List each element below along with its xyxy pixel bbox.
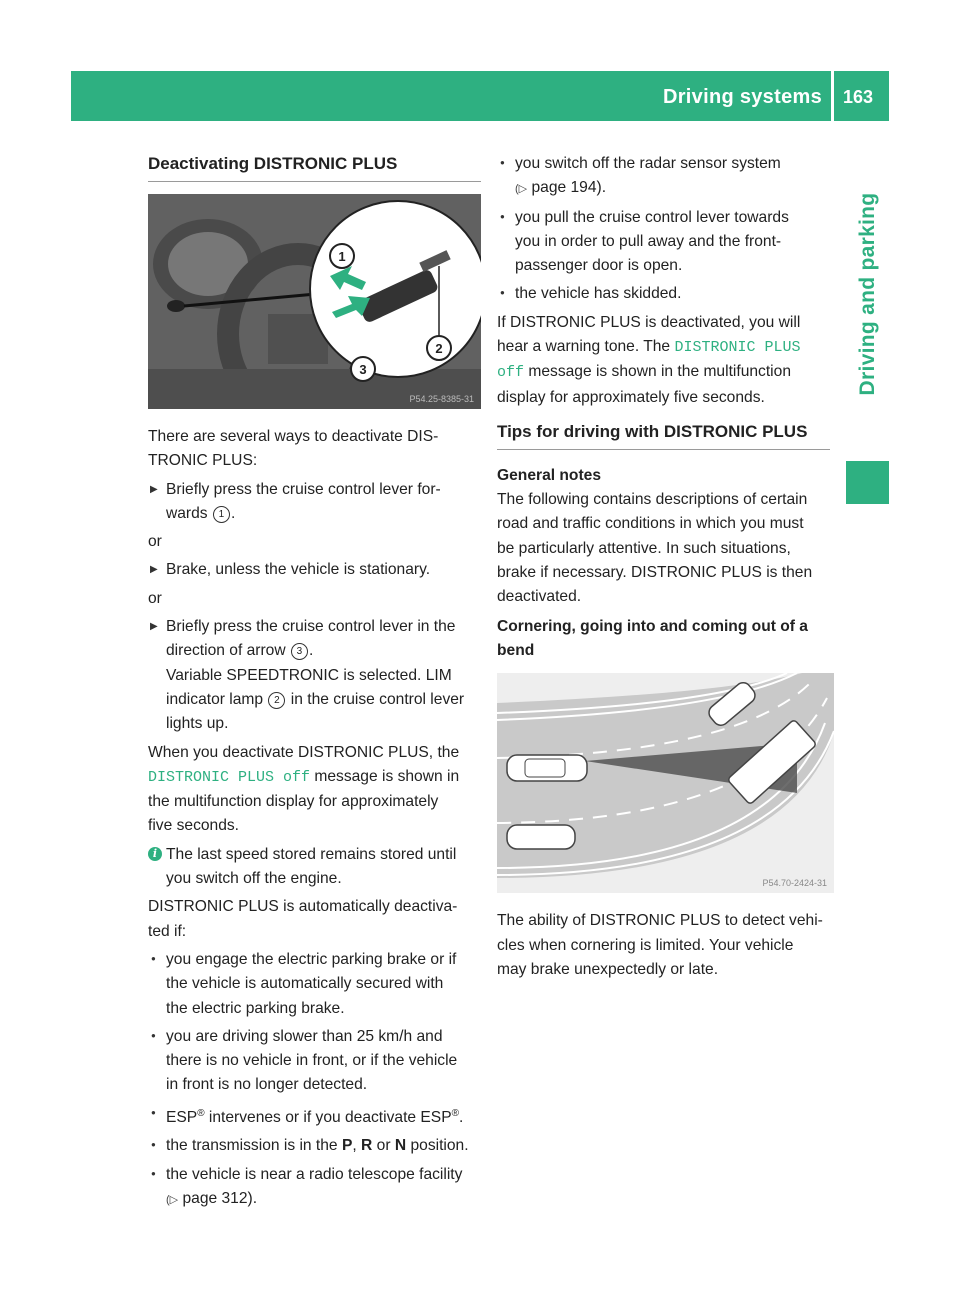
bullet-speed: ● you are driving slower than 25 km/h and there is no vehicle in front, or if the vehicle in front is no longer detected. [148, 1025, 481, 1098]
section-title: Driving systems [662, 86, 822, 108]
left-column [148, 152, 481, 1216]
warning-paragraph: If DISTRONIC PLUS is deactivated, you will hear a warning tone. The DISTRONIC PLUS off message is shown in the multifunction display for approximately five seconds. [497, 313, 801, 406]
deactivate-paragraph: When you deactivate DISTRONIC PLUS, the DISTRONIC PLUS off message is shown in the multifunction display for approximately five seconds. [148, 743, 460, 835]
bullet-parking-brake: ● you engage the electric parking brake or if the vehicle is automatically secured with the electric parking brake. [148, 948, 481, 1021]
figure-cruise-lever [148, 194, 481, 409]
heading-deactivating: Deactivating DISTRONIC PLUS [148, 152, 481, 182]
step-press-forwards: ▶ Briefly press the cruise control lever for- wards 1 . [148, 478, 481, 527]
callout-ref-1: 1 [213, 506, 230, 523]
page-number: 163 [843, 87, 874, 107]
step-press-arrow: ▶ Briefly press the cruise control lever in the direction of arrow 3 . Variable SPEEDTRONIC is selected. LIM indicator lamp 2 in the cruise control lever lights up. [148, 615, 481, 736]
info-icon: i [148, 847, 162, 861]
or-text: or [148, 589, 162, 607]
or-text: or [148, 533, 162, 551]
figure-code: P54.70-2424-31 [762, 878, 827, 889]
side-tab [846, 150, 889, 438]
bullet-pull-lever: ● you pull the cruise control lever towards you in order to pull away and the front- passenger door is open. [497, 206, 830, 279]
callout-3: 3 [359, 362, 367, 377]
figure-cornering [497, 673, 834, 893]
bullet-esp: ● ESP® intervenes or if you deactivate ESP®. [148, 1102, 481, 1130]
display-message: DISTRONIC PLUS [674, 339, 801, 357]
callout-ref-2: 2 [268, 692, 285, 709]
display-message: DISTRONIC PLUS off [148, 768, 311, 786]
bullet-skidded: ● the vehicle has skidded. [497, 282, 830, 306]
callout-2: 2 [435, 341, 443, 356]
info-note: i The last speed stored remains stored until you switch off the engine. [148, 843, 481, 892]
page-ref-icon: (▷ [166, 1193, 179, 1206]
heading-cornering: Cornering, going into and coming out of a bend [497, 618, 808, 660]
bullet-radio-telescope: ● the vehicle is near a radio telescope facility (▷ page 312). [148, 1163, 481, 1213]
bullet-transmission: ● the transmission is in the P, R or N position. [148, 1134, 481, 1158]
callout-1: 1 [338, 249, 346, 264]
auto-deactivate-paragraph: DISTRONIC PLUS is automatically deactiva- ted if: [148, 898, 458, 940]
side-tab-label: Driving and parking [855, 192, 879, 396]
display-message: off [497, 364, 525, 382]
callout-ref-3: 3 [291, 643, 308, 660]
right-column [497, 152, 830, 986]
cornering-paragraph: The ability of DISTRONIC PLUS to detect vehi- cles when cornering is limited. Your vehicle may brake unexpectedly or late. [497, 912, 823, 979]
general-notes-paragraph: The following contains descriptions of certain road and traffic conditions in which you must be particularly attentive. In such situations, brake if necessary. DISTRONIC PLUS is then deactivated. [497, 490, 813, 606]
bullet-radar-off: ● you switch off the radar sensor system (▷ page 194). [497, 152, 830, 202]
heading-general-notes: General notes [497, 466, 601, 484]
header-separator [831, 71, 834, 121]
page-ref-icon: (▷ [515, 183, 528, 196]
intro-paragraph: There are several ways to deactivate DIS- TRONIC PLUS: [148, 428, 439, 470]
step-brake: ▶ Brake, unless the vehicle is stationary. [148, 558, 481, 582]
figure-code: P54.25-8385-31 [409, 394, 474, 404]
side-marker [846, 461, 889, 504]
heading-tips: Tips for driving with DISTRONIC PLUS [497, 420, 830, 450]
